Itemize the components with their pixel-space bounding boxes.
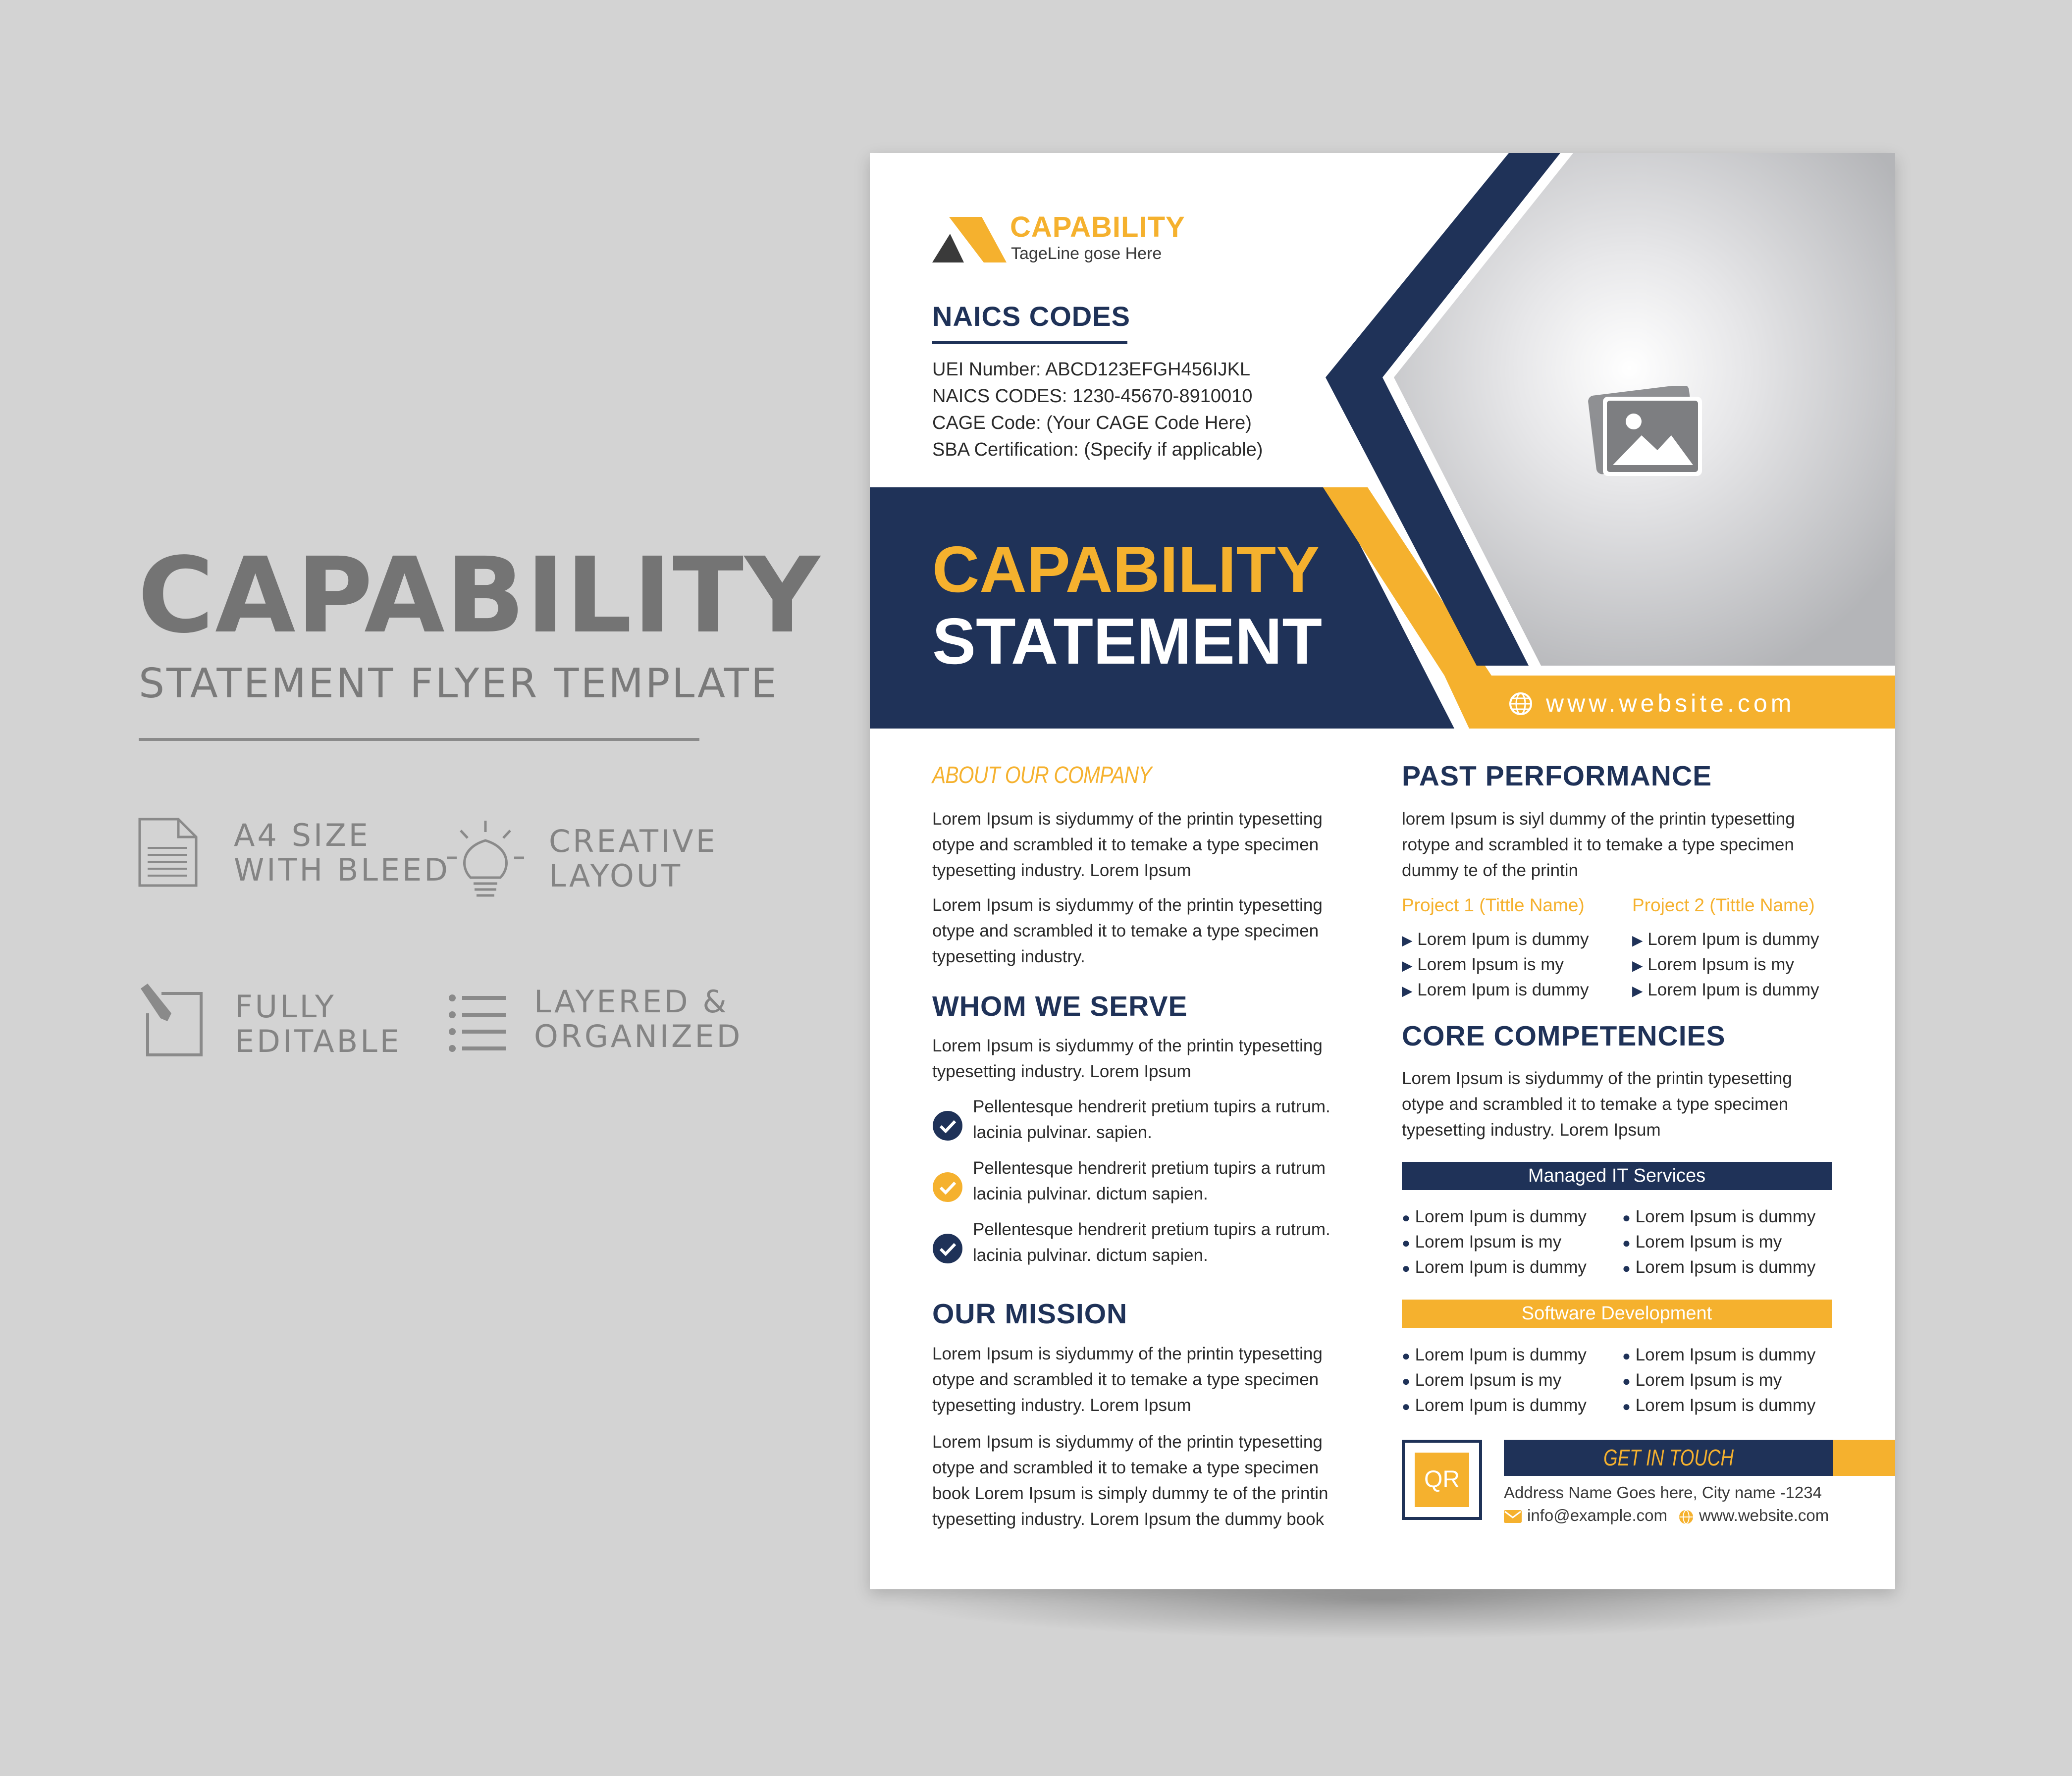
text-line: otype and scrambled it to temake a type specimen bbox=[1402, 1095, 1789, 1114]
text-line: book Lorem Ipsum is simply dummy te of the printin bbox=[932, 1484, 1328, 1503]
text-line: Pellentesque hendrerit pretium tupirs a rutrum. bbox=[973, 1220, 1330, 1239]
contact-address: Address Name Goes here, City name -1234 bbox=[1504, 1483, 1822, 1502]
about-paragraph-1 bbox=[932, 806, 1323, 884]
check-circle-icon bbox=[932, 1110, 963, 1141]
dot-bullet-icon: ● bbox=[1622, 1348, 1631, 1363]
list-item bbox=[1622, 1343, 1815, 1368]
list-item bbox=[1622, 1204, 1815, 1230]
triangle-bullet-icon: ▶ bbox=[1632, 983, 1643, 998]
dot-bullet-icon: ● bbox=[1402, 1399, 1410, 1414]
edit-pencil-icon bbox=[137, 983, 204, 1058]
contact-website[interactable]: www.website.com bbox=[1699, 1506, 1829, 1524]
text-line: lacinia pulvinar. sapien. bbox=[973, 1123, 1152, 1142]
text-line: typesetting industry. bbox=[932, 947, 1085, 966]
globe-icon bbox=[1678, 1509, 1694, 1525]
mission-heading: OUR MISSION bbox=[932, 1298, 1128, 1330]
past-performance-heading: PAST PERFORMANCE bbox=[1402, 760, 1712, 792]
logo-mark-icon bbox=[932, 216, 1007, 265]
feature-label: ORGANIZED bbox=[534, 1018, 743, 1054]
serve-heading: WHOM WE SERVE bbox=[932, 991, 1188, 1022]
dot-bullet-icon: ● bbox=[1402, 1348, 1410, 1363]
list-item-text: Lorem Ipsum is dummy bbox=[1635, 1396, 1816, 1415]
dot-bullet-icon: ● bbox=[1402, 1260, 1410, 1276]
document-icon bbox=[138, 817, 198, 888]
list-item-text: Lorem Ipsum is dummy bbox=[1635, 1207, 1816, 1226]
text-line: Lorem Ipsum is siydummy of the printin typesetting bbox=[932, 895, 1323, 915]
feature-label: WITH BLEED bbox=[234, 852, 450, 888]
serve-intro bbox=[932, 1033, 1323, 1085]
dot-bullet-icon: ● bbox=[1622, 1260, 1631, 1276]
text-line: rotype and scrambled it to temake a type specimen bbox=[1402, 835, 1794, 854]
get-in-touch-heading: GET IN TOUCH bbox=[1603, 1445, 1734, 1470]
mission-paragraph-2 bbox=[932, 1429, 1328, 1532]
uei-number: UEI Number: ABCD123EFGH456IJKL bbox=[932, 359, 1251, 380]
project-1-title: Project 1 (Tittle Name) bbox=[1402, 895, 1585, 915]
logo-tagline: TageLine gose Here bbox=[1011, 244, 1162, 263]
past-performance-intro bbox=[1402, 806, 1795, 884]
text-line: lorem Ipsum is siyl dummy of the printin typesetting bbox=[1402, 809, 1795, 829]
triangle-bullet-icon: ▶ bbox=[1402, 958, 1413, 973]
image-placeholder-icon bbox=[1588, 386, 1705, 480]
dot-bullet-icon: ● bbox=[1402, 1235, 1410, 1251]
logo-name: CAPABILITY bbox=[1010, 211, 1185, 243]
list-item-text: Lorem Ipsum is dummy bbox=[1635, 1345, 1816, 1364]
triangle-bullet-icon: ▶ bbox=[1632, 933, 1643, 948]
list-item bbox=[1402, 1368, 1587, 1393]
text-line: Pellentesque hendrerit pretium tupirs a rutrum bbox=[973, 1158, 1326, 1178]
text-line: Lorem Ipsum is siydummy of the printin typesetting bbox=[932, 1432, 1323, 1452]
list-item bbox=[1402, 1343, 1587, 1368]
globe-icon bbox=[1508, 691, 1533, 716]
qr-code-placeholder[interactable]: QR bbox=[1415, 1453, 1469, 1507]
list-item-text: Lorem Ipum is dummy bbox=[1415, 1345, 1587, 1364]
text-line: Pellentesque hendrerit pretium tupirs a rutrum. bbox=[973, 1097, 1330, 1116]
contact-email[interactable]: info@example.com bbox=[1527, 1506, 1667, 1524]
list-item bbox=[1632, 927, 1819, 952]
list-item-text: Lorem Ipum is dummy bbox=[1415, 1257, 1587, 1277]
list-item bbox=[1622, 1368, 1815, 1393]
managed-it-services-bar: Managed IT Services bbox=[1402, 1162, 1832, 1190]
sba-certification: SBA Certification: (Specify if applicable) bbox=[932, 439, 1263, 460]
list-item-text: Lorem Ipsum is my bbox=[1415, 1370, 1562, 1390]
serve-item bbox=[973, 1094, 1330, 1146]
text-line: typesetting industry. Lorem Ipsum bbox=[932, 861, 1191, 880]
naics-codes: NAICS CODES: 1230-45670-8910010 bbox=[932, 386, 1253, 407]
text-line: Lorem Ipsum is siydummy of the printin typesetting bbox=[932, 1036, 1323, 1055]
list-item bbox=[1402, 1230, 1587, 1255]
triangle-bullet-icon: ▶ bbox=[1402, 933, 1413, 948]
feature-a4-size bbox=[234, 818, 450, 888]
list-item bbox=[1622, 1230, 1815, 1255]
list-item bbox=[1402, 978, 1589, 1003]
feature-label: CREATIVE bbox=[549, 823, 718, 859]
list-item-text: Lorem Ipsum is my bbox=[1417, 955, 1564, 974]
promo-divider bbox=[139, 738, 699, 741]
banner-title-line1: CAPABILITY bbox=[932, 533, 1320, 606]
dot-bullet-icon: ● bbox=[1402, 1373, 1410, 1389]
list-item bbox=[1402, 1255, 1587, 1280]
managed-it-list-2 bbox=[1622, 1204, 1815, 1280]
promo-title: CAPABILITY bbox=[138, 535, 821, 656]
list-item bbox=[1402, 952, 1589, 978]
feature-label: LAYOUT bbox=[549, 858, 683, 894]
check-circle-icon bbox=[932, 1233, 963, 1264]
list-item bbox=[1622, 1393, 1815, 1418]
dot-bullet-icon: ● bbox=[1402, 1210, 1410, 1225]
list-item bbox=[1632, 952, 1819, 978]
naics-heading: NAICS CODES bbox=[932, 301, 1130, 332]
text-line: typesetting industry. Lorem Ipsum bbox=[932, 1062, 1191, 1081]
about-heading: ABOUT OUR COMPANY bbox=[932, 762, 1152, 788]
dot-bullet-icon: ● bbox=[1622, 1373, 1631, 1389]
list-item bbox=[1402, 1393, 1587, 1418]
dot-bullet-icon: ● bbox=[1622, 1210, 1631, 1225]
text-line: otype and scrambled it to temake a type specimen bbox=[932, 921, 1319, 940]
lightbulb-icon bbox=[446, 818, 525, 905]
feature-label: A4 SIZE bbox=[234, 817, 371, 853]
list-item-text: Lorem Ipsum is dummy bbox=[1635, 1257, 1816, 1277]
list-item-text: Lorem Ipum is dummy bbox=[1647, 980, 1819, 999]
text-line: typesetting industry. Lorem Ipsum the dummy book bbox=[932, 1510, 1325, 1529]
core-competencies-heading: CORE COMPETENCIES bbox=[1402, 1020, 1726, 1052]
get-in-touch-accent bbox=[1833, 1440, 1895, 1476]
list-item-text: Lorem Ipum is dummy bbox=[1647, 930, 1819, 949]
mission-paragraph-1 bbox=[932, 1341, 1323, 1418]
core-competencies-intro bbox=[1402, 1066, 1792, 1143]
software-dev-list-1 bbox=[1402, 1343, 1587, 1418]
feature-label: LAYERED & bbox=[534, 984, 729, 1020]
text-line: typesetting industry. Lorem Ipsum bbox=[932, 1396, 1191, 1415]
cage-code: CAGE Code: (Your CAGE Code Here) bbox=[932, 413, 1252, 433]
text-line: otype and scrambled it to temake a type specimen bbox=[932, 1458, 1319, 1477]
list-item-text: Lorem Ipsum is my bbox=[1415, 1232, 1562, 1252]
text-line: otype and scrambled it to temake a type specimen bbox=[932, 1370, 1319, 1389]
list-item bbox=[1632, 978, 1819, 1003]
text-line: typesetting industry. Lorem Ipsum bbox=[1402, 1120, 1661, 1140]
text-line: otype and scrambled it to temake a type specimen bbox=[932, 835, 1319, 854]
list-item-text: Lorem Ipum is dummy bbox=[1417, 980, 1589, 999]
serve-item bbox=[973, 1217, 1330, 1268]
serve-item bbox=[973, 1155, 1326, 1207]
feature-label: EDITABLE bbox=[235, 1023, 402, 1059]
list-item bbox=[1402, 927, 1589, 952]
triangle-bullet-icon: ▶ bbox=[1632, 958, 1643, 973]
project-2-list bbox=[1632, 927, 1819, 1003]
naics-underline bbox=[932, 341, 1127, 344]
text-line: Lorem Ipsum is siydummy of the printin typesetting bbox=[1402, 1069, 1792, 1088]
promo-subtitle: STATEMENT FLYER TEMPLATE bbox=[139, 660, 779, 707]
text-line: Lorem Ipsum is siydummy of the printin typesetting bbox=[932, 809, 1323, 829]
list-item bbox=[1622, 1255, 1815, 1280]
managed-it-list-1 bbox=[1402, 1204, 1587, 1280]
list-icon bbox=[448, 993, 507, 1053]
dot-bullet-icon: ● bbox=[1622, 1235, 1631, 1251]
project-2-title: Project 2 (Tittle Name) bbox=[1632, 895, 1815, 915]
email-icon bbox=[1504, 1510, 1522, 1523]
about-paragraph-2 bbox=[932, 892, 1323, 970]
list-item-text: Lorem Ipum is dummy bbox=[1415, 1207, 1587, 1226]
text-line: lacinia pulvinar. dictum sapien. bbox=[973, 1184, 1208, 1203]
check-circle-icon bbox=[932, 1172, 963, 1202]
list-item-text: Lorem Ipum is dummy bbox=[1417, 930, 1589, 949]
text-line: Lorem Ipsum is siydummy of the printin typesetting bbox=[932, 1344, 1323, 1363]
list-item-text: Lorem Ipum is dummy bbox=[1415, 1396, 1587, 1415]
feature-fully-editable bbox=[235, 990, 402, 1059]
feature-creative-layout bbox=[549, 824, 718, 893]
list-item-text: Lorem Ipsum is my bbox=[1635, 1232, 1782, 1252]
flyer bbox=[870, 153, 1895, 1589]
text-line: dummy te of the printin bbox=[1402, 861, 1578, 880]
list-item-text: Lorem Ipsum is my bbox=[1647, 955, 1794, 974]
banner-title-line2: STATEMENT bbox=[932, 605, 1323, 678]
feature-layered-organized bbox=[534, 985, 743, 1054]
text-line: lacinia pulvinar. dictum sapien. bbox=[973, 1246, 1208, 1265]
feature-label: FULLY bbox=[235, 989, 336, 1025]
list-item-text: Lorem Ipsum is my bbox=[1635, 1370, 1782, 1390]
dot-bullet-icon: ● bbox=[1622, 1399, 1631, 1414]
website-link[interactable]: www.website.com bbox=[1546, 689, 1795, 717]
software-development-bar: Software Development bbox=[1402, 1300, 1832, 1328]
list-item bbox=[1402, 1204, 1587, 1230]
software-dev-list-2 bbox=[1622, 1343, 1815, 1418]
naics-details bbox=[932, 356, 1263, 463]
triangle-bullet-icon: ▶ bbox=[1402, 983, 1413, 998]
project-1-list bbox=[1402, 927, 1589, 1003]
